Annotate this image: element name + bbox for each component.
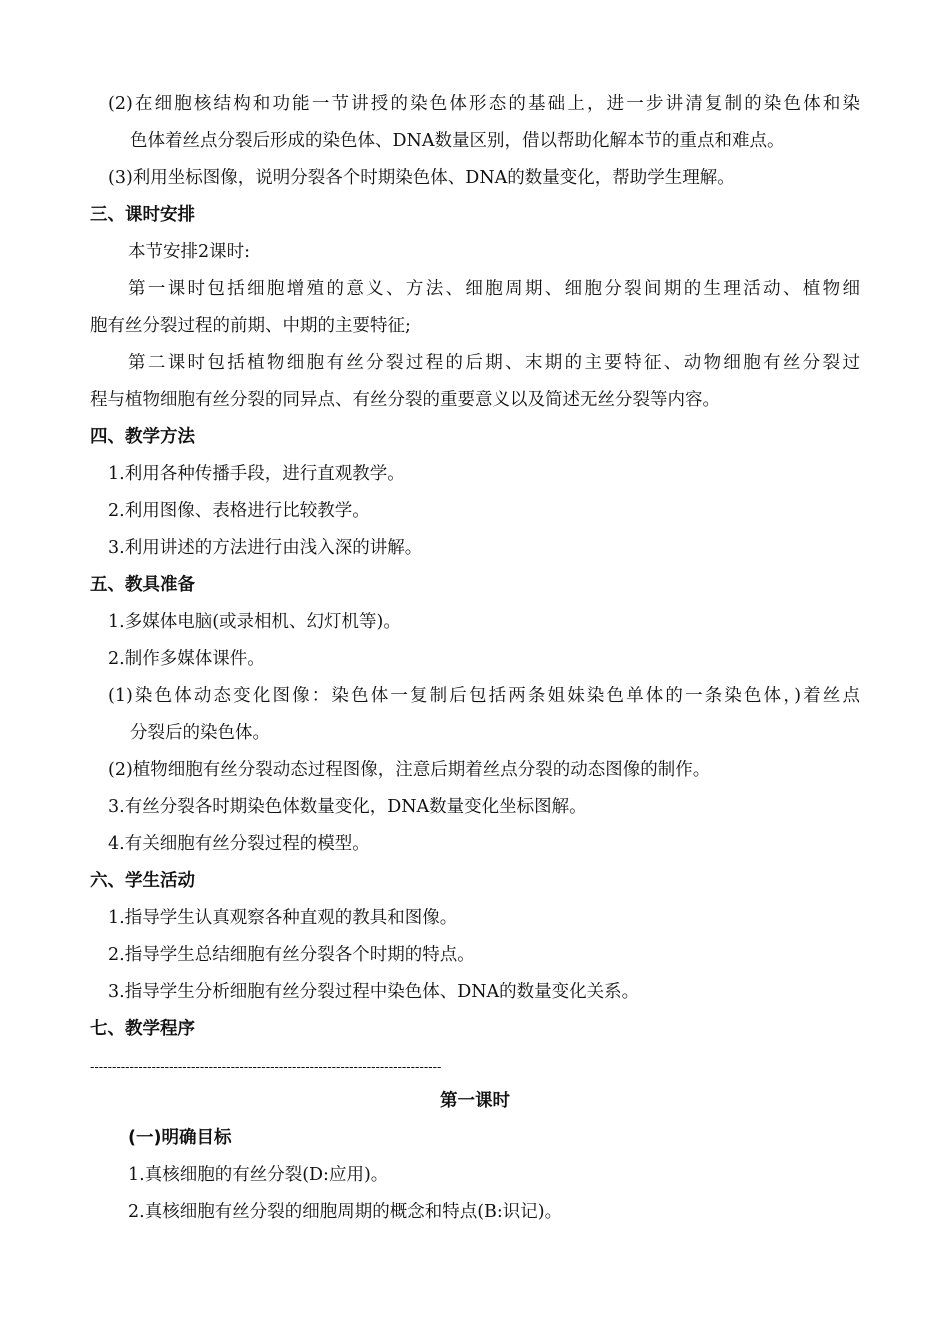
list-item: 分裂后的染色体。 (130, 723, 270, 743)
list-item: 3.指导学生分析细胞有丝分裂过程中染色体、DNA的数量变化关系。 (108, 982, 640, 1002)
subsection-heading: (一)明确目标 (128, 1128, 232, 1148)
paragraph-line: (2)在细胞核结构和功能一节讲授的染色体形态的基础上，进一步讲清复制的染色体和染 (108, 94, 860, 114)
list-item: (2)植物细胞有丝分裂动态过程图像，注意后期着丝点分裂的动态图像的制作。 (108, 760, 711, 780)
list-item: 2.利用图像、表格进行比较教学。 (108, 501, 370, 521)
list-item: 4.有关细胞有丝分裂过程的模型。 (108, 834, 370, 854)
section-heading: 三、课时安排 (90, 205, 195, 225)
list-item: 1.真核细胞的有丝分裂(D:应用)。 (128, 1165, 389, 1185)
paragraph-line: 本节安排2课时: (128, 242, 251, 262)
paragraph-line: 第二课时包括植物细胞有丝分裂过程的后期、末期的主要特征、动物细胞有丝分裂过 (128, 353, 860, 373)
list-item: 2.指导学生总结细胞有丝分裂各个时期的特点。 (108, 945, 475, 965)
list-item: 3.有丝分裂各时期染色体数量变化，DNA数量变化坐标图解。 (108, 797, 587, 817)
section-heading: 六、学生活动 (90, 871, 195, 891)
list-item: (1)染色体动态变化图像：染色体一复制后包括两条姐妹染色单体的一条染色体，)着丝点 (108, 686, 860, 706)
list-item: 2.制作多媒体课件。 (108, 649, 265, 669)
list-item: 3.利用讲述的方法进行由浅入深的讲解。 (108, 538, 423, 558)
paragraph-line: 色体着丝点分裂后形成的染色体、DNA数量区别，借以帮助化解本节的重点和难点。 (130, 131, 785, 151)
section-heading: 七、教学程序 (90, 1019, 195, 1039)
paragraph-line: (3)利用坐标图像，说明分裂各个时期染色体、DNA的数量变化，帮助学生理解。 (108, 168, 735, 188)
dashed-divider: -------------------------------------------------------------------------------- (90, 1063, 442, 1073)
section-heading: 四、教学方法 (90, 427, 195, 447)
list-item: 1.利用各种传播手段，进行直观教学。 (108, 464, 405, 484)
paragraph-line: 程与植物细胞有丝分裂的同异点、有丝分裂的重要意义以及简述无丝分裂等内容。 (90, 390, 720, 410)
paragraph-line: 胞有丝分裂过程的前期、中期的主要特征; (90, 316, 411, 336)
list-item: 1.多媒体电脑(或录相机、幻灯机等)。 (108, 612, 401, 632)
paragraph-line: 第一课时包括细胞增殖的意义、方法、细胞周期、细胞分裂间期的生理活动、植物细 (128, 279, 860, 299)
list-item: 2.真核细胞有丝分裂的细胞周期的概念和特点(B:识记)。 (128, 1202, 563, 1222)
list-item: 1.指导学生认真观察各种直观的教具和图像。 (108, 908, 458, 928)
lesson-title: 第一课时 (440, 1091, 510, 1111)
section-heading: 五、教具准备 (90, 575, 195, 595)
